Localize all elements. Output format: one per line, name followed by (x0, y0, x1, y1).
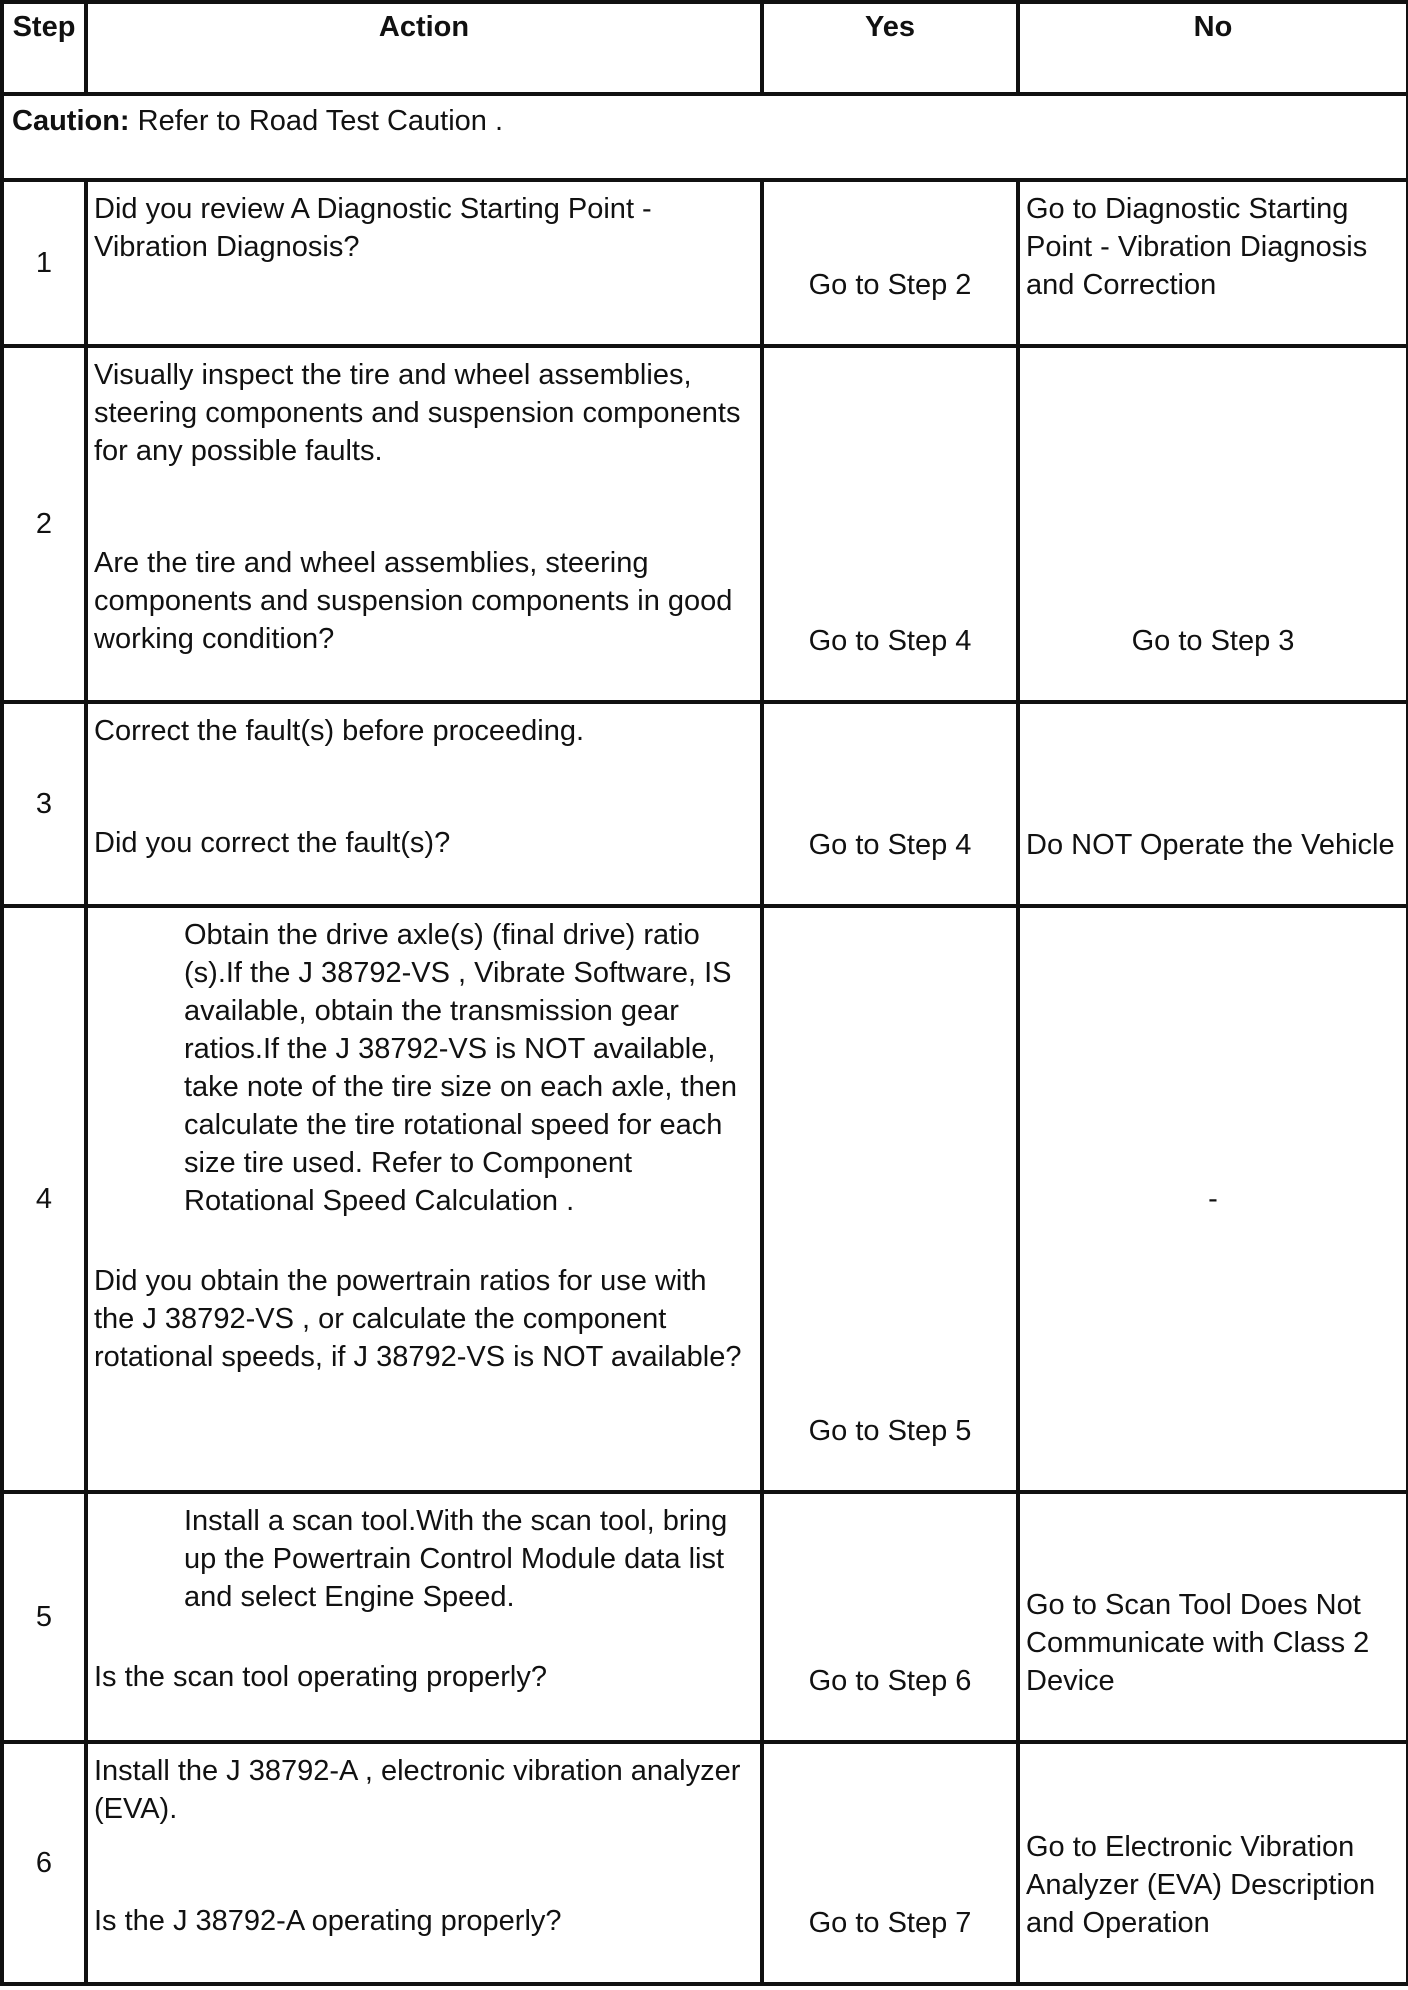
yes-cell: Go to Step 4 (762, 702, 1018, 906)
no-cell: Go to Electronic Vibration Analyzer (EVA) Description and Operation (1018, 1742, 1408, 1984)
table-row (2, 702, 1408, 906)
table-row (2, 180, 1408, 346)
step-number: 6 (2, 1742, 86, 1984)
action-text: Correct the fault(s) before proceeding. (94, 715, 585, 747)
no-cell: Go to Step 3 (1018, 346, 1408, 702)
no-cell: - (1018, 906, 1408, 1492)
caution-row (2, 94, 1408, 180)
no-cell: Go to Diagnostic Starting Point - Vibration Diagnosis and Correction (1018, 180, 1408, 346)
action-cell (86, 180, 762, 346)
action-question: Is the scan tool operating properly? (94, 1661, 547, 1693)
action-cell (86, 1492, 762, 1742)
action-cell (86, 702, 762, 906)
action-question: Did you correct the fault(s)? (94, 827, 451, 859)
action-question: Are the tire and wheel assemblies, steering components and suspension components in good working condition? (94, 547, 733, 655)
action-text: Did you review A Diagnostic Starting Point - Vibration Diagnosis? (94, 193, 652, 263)
yes-cell: Go to Step 7 (762, 1742, 1018, 1984)
action-text: Visually inspect the tire and wheel assemblies, steering components and suspension components for any possible faults. (94, 359, 741, 467)
action-question: Is the J 38792-A operating properly? (94, 1905, 562, 1937)
header-step: Step (2, 2, 86, 94)
action-cell (86, 906, 762, 1492)
header-action: Action (86, 2, 762, 94)
action-cell (86, 1742, 762, 1984)
header-row (2, 2, 1408, 94)
step-number: 5 (2, 1492, 86, 1742)
step-number: 1 (2, 180, 86, 346)
action-text: Obtain the drive axle(s) (final drive) ratio (s).If the J 38792-VS , Vibrate Software, IS available, obtain the transmission gear ratios.If the J 38792-VS is NOT available, take note of the tire size on each axle, then calculate the tire rotational speed for each size tire used. Refer to Component Rotational Speed Calculation . (184, 919, 737, 1217)
yes-cell: Go to Step 6 (762, 1492, 1018, 1742)
table-row (2, 1742, 1408, 1984)
action-text: Install the J 38792-A , electronic vibration analyzer (EVA). (94, 1755, 741, 1825)
caution-text: Refer to Road Test Caution . (129, 105, 504, 137)
caution-label: Caution: (12, 105, 130, 137)
table-row (2, 346, 1408, 702)
header-yes: Yes (762, 2, 1018, 94)
no-cell: Do NOT Operate the Vehicle (1018, 702, 1408, 906)
step-number: 2 (2, 346, 86, 702)
header-no: No (1018, 2, 1408, 94)
yes-cell: Go to Step 4 (762, 346, 1018, 702)
action-text: Install a scan tool.With the scan tool, bring up the Powertrain Control Module data list and select Engine Speed. (184, 1505, 728, 1613)
caution-cell (2, 94, 1408, 180)
yes-cell: Go to Step 5 (762, 906, 1018, 1492)
action-question: Did you obtain the powertrain ratios for use with the J 38792-VS , or calculate the component rotational speeds, if J 38792-VS is NOT available? (94, 1265, 742, 1373)
action-cell (86, 346, 762, 702)
no-cell: Go to Scan Tool Does Not Communicate with Class 2 Device (1018, 1492, 1408, 1742)
table-row (2, 906, 1408, 1492)
step-number: 4 (2, 906, 86, 1492)
yes-cell: Go to Step 2 (762, 180, 1018, 346)
step-number: 3 (2, 702, 86, 906)
table-row (2, 1492, 1408, 1742)
